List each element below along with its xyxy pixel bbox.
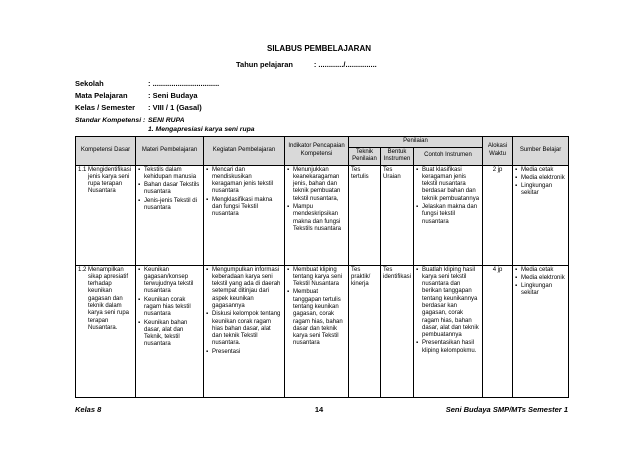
meta-label: Kelas / Semester [75, 103, 136, 112]
cell-teknik: Tes tertulis [349, 165, 381, 265]
header-materi: Materi Pembelajaran [136, 137, 204, 166]
list-item: ▪ Mencari dan mendiskusikan keragaman jenis tekstil nusantara [206, 167, 282, 196]
tahun-pelajaran [236, 60, 377, 69]
page-number: 14 [314, 405, 324, 414]
list-item: ▪ Presentasi [206, 349, 282, 356]
list-item: ▪ Diskusi kelompok tentang keunikan corak ragam hias bahan dasar, alat dan teknik Tekstil nusantara. [206, 311, 282, 347]
cell-kegiatan [204, 165, 285, 265]
header-kegiatan: Kegiatan Pembelajaran [204, 137, 285, 166]
kd-number: 1.1 [78, 166, 87, 173]
header-penilaian: Penilaian [349, 137, 483, 148]
kd-text: Mengidentifikasi jenis karya seni rupa terapan Nusantara [88, 166, 132, 195]
tahun-value: : ............/............... [313, 60, 377, 69]
meta-value: : Seni Budaya [148, 91, 198, 100]
list-item: ▪ Keunikan gagasan/konsep terwujudnya tekstil nusantara [138, 267, 201, 296]
cell-kegiatan [204, 265, 285, 397]
list-item: ▪ Mampu mendeskripsikan makna dan fungsi Tekstils nusantara [287, 204, 346, 233]
cell-sumber [513, 165, 569, 265]
cell-materi [136, 265, 204, 397]
standar-value: SENI RUPA [148, 117, 185, 124]
footer-right: Seni Budaya SMP/MTs Semester 1 [445, 405, 568, 414]
meta-label: Mata Pelajaran [75, 91, 128, 100]
list-item: ▪ Membuat tanggapan tertulis tentang keunikan gagasan, corak ragam hias, bahan dasar dan teknik karya seni Tekstil nusantara [287, 289, 346, 347]
list-item: ▪ Presentasikan hasil kliping kelompokmu. [416, 340, 480, 355]
tahun-label: Tahun pelajaran [236, 60, 293, 69]
standar-kompetensi [75, 117, 185, 124]
cell-indikator [285, 165, 349, 265]
table-row [76, 265, 569, 397]
list-item: ▪ Media elektronik [515, 275, 566, 282]
header-indikator: Indikator Pencapaian Kompetensi [285, 137, 349, 166]
kd-number: 1.2 [78, 266, 87, 273]
header-kompetensi: Kompetensi Dasar [76, 137, 136, 166]
header-sumber: Sumber Belajar [513, 137, 569, 166]
list-item: ▪ Lingkungan sekitar [515, 283, 566, 298]
list-item: ▪ Keunikan bahan dasar, alat dan Teknik, tekstil nusantara [138, 320, 201, 349]
list-item: ▪ Buatlah kliping hasil karya seni tekstil nusantara dan berikan tanggapan tentang keunikannya berdasar kan gagasan, corak ragam hias, bahan dasar, alat dan teknik pembuatannya [416, 267, 480, 340]
cell-contoh [414, 265, 483, 397]
page-title: SILABUS PEMBELAJARAN [266, 44, 371, 53]
header-contoh: Contoh Instrumen [414, 147, 483, 165]
cell-bentuk: Tes identifikasi [381, 265, 414, 397]
standar-label: Standar Kompetensi : [75, 117, 146, 124]
list-item: ▪ Media elektronik [515, 175, 566, 182]
header-teknik: Teknik Penilaian [349, 147, 381, 165]
list-item: ▪ Keunikan corak ragam hias tekstil nusantara [138, 297, 201, 319]
list-item: ▪ Mengklasifikasi makna dan fungsi Tekstil nusantara [206, 197, 282, 219]
list-item: ▪ Media cetak [515, 167, 566, 174]
cell-kompetensi [76, 165, 136, 265]
kd-text: Menampilkan sikap apresiatif terhadap keunikan gagasan dan teknik dalam karya seni rupa terapan Nusantara. [88, 266, 130, 331]
list-item: ▪ Media cetak [515, 267, 566, 274]
header-bentuk: Bentuk Instrumen [381, 147, 414, 165]
standar-sub: 1. Mengapresiasi karya seni rupa [148, 126, 255, 133]
list-item: ▪ Tekstils dalam kehidupan manusia [138, 167, 201, 182]
cell-teknik: Tes praktik/ kinerja [349, 265, 381, 397]
list-item: ▪ Menunjukkan keanekaragaman jenis, bahan dan teknik pembuatan tekstil nusantara, [287, 167, 346, 203]
list-item: ▪ Membuat kliping tentang karya seni Tekstil Nusantara [287, 267, 346, 289]
footer-left: Kelas 8 [75, 405, 102, 414]
cell-contoh [414, 165, 483, 265]
list-item: ▪ Jenis-jenis Tekstil di nusantara [138, 198, 201, 213]
cell-kompetensi [76, 265, 136, 397]
cell-alokasi: 2 jp [483, 165, 513, 265]
list-item: ▪ Bahan dasar Tekstils nusantara [138, 182, 201, 197]
cell-materi [136, 165, 204, 265]
list-item: ▪ Lingkungan sekitar [515, 183, 566, 198]
cell-alokasi: 4 jp [483, 265, 513, 397]
meta-value: : ................................ [148, 79, 220, 88]
cell-bentuk: Tes Uraian [381, 165, 414, 265]
list-item: ▪ Mengumpulkan informasi keberadaan karya seni tekstil yang ada di daerah setempat ditinjau dari aspek keunikan gagasannya [206, 267, 282, 311]
list-item: ▪ Buat klasifikasi keragaman jenis tekstil nusantara berdasar bahan dan teknik pembuatannya [416, 167, 480, 203]
cell-sumber [513, 265, 569, 397]
list-item: ▪ Jelaskan makna dan fungsi tekstil nusantara [416, 204, 480, 226]
table-row [76, 165, 569, 265]
header-alokasi: Alokasi Waktu [483, 137, 513, 166]
cell-indikator [285, 265, 349, 397]
meta-value: : VIII / 1 (Gasal) [148, 103, 202, 112]
silabus-table [75, 136, 569, 398]
meta-label: Sekolah [75, 79, 104, 88]
